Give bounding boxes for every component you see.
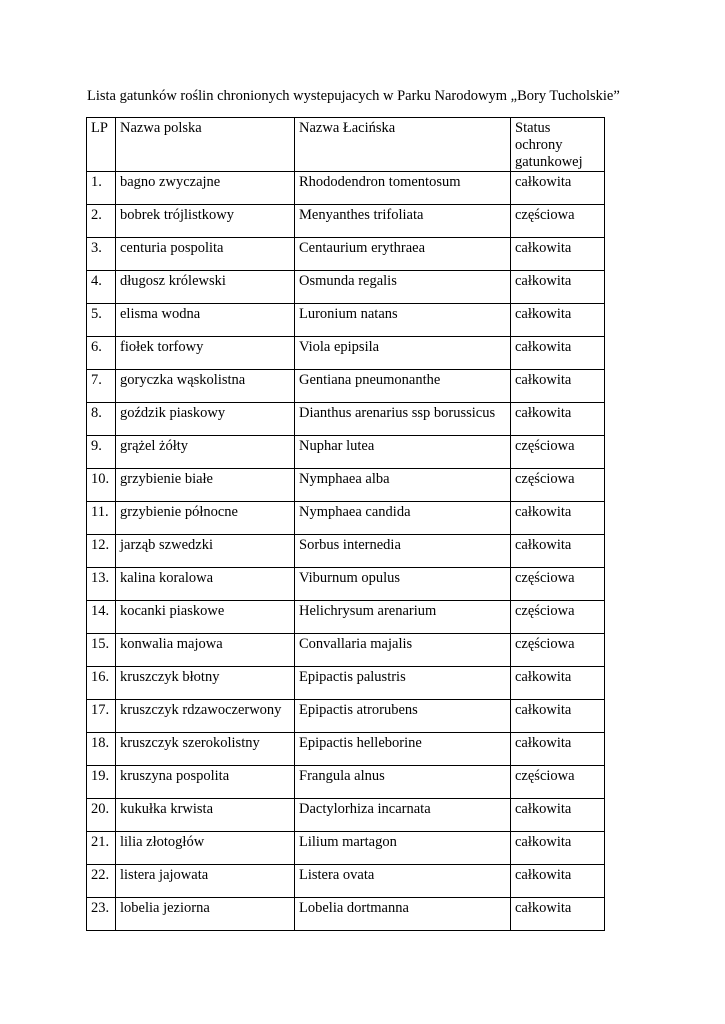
- table-row: [87, 205, 605, 238]
- cell-lp: 16.: [87, 667, 116, 700]
- cell-polish-name: lilia złotogłów: [116, 832, 295, 865]
- cell-latin-name: Viola epipsila: [295, 337, 511, 370]
- cell-latin-name: Convallaria majalis: [295, 634, 511, 667]
- cell-latin-name: Centaurium erythraea: [295, 238, 511, 271]
- table-row: [87, 700, 605, 733]
- cell-lp: 5.: [87, 304, 116, 337]
- table-row: [87, 832, 605, 865]
- cell-lp: 19.: [87, 766, 116, 799]
- cell-lp: 13.: [87, 568, 116, 601]
- cell-protection-status: całkowita: [511, 502, 605, 535]
- cell-polish-name: grzybienie białe: [116, 469, 295, 502]
- header-latin-name: Nazwa Łacińska: [295, 118, 511, 172]
- cell-protection-status: częściowa: [511, 205, 605, 238]
- table-row: [87, 502, 605, 535]
- cell-protection-status: całkowita: [511, 535, 605, 568]
- cell-latin-name: Nymphaea alba: [295, 469, 511, 502]
- cell-protection-status: całkowita: [511, 304, 605, 337]
- table-row: [87, 799, 605, 832]
- cell-lp: 15.: [87, 634, 116, 667]
- cell-lp: 9.: [87, 436, 116, 469]
- cell-latin-name: Menyanthes trifoliata: [295, 205, 511, 238]
- cell-lp: 7.: [87, 370, 116, 403]
- cell-lp: 11.: [87, 502, 116, 535]
- cell-latin-name: Osmunda regalis: [295, 271, 511, 304]
- cell-polish-name: bagno zwyczajne: [116, 172, 295, 205]
- cell-lp: 2.: [87, 205, 116, 238]
- cell-protection-status: całkowita: [511, 832, 605, 865]
- cell-polish-name: elisma wodna: [116, 304, 295, 337]
- cell-protection-status: częściowa: [511, 766, 605, 799]
- cell-lp: 17.: [87, 700, 116, 733]
- cell-latin-name: Listera ovata: [295, 865, 511, 898]
- cell-lp: 14.: [87, 601, 116, 634]
- header-protection-status: Status ochrony gatunkowej: [511, 118, 605, 172]
- cell-protection-status: częściowa: [511, 634, 605, 667]
- cell-latin-name: Nymphaea candida: [295, 502, 511, 535]
- cell-polish-name: bobrek trójlistkowy: [116, 205, 295, 238]
- table-row: [87, 403, 605, 436]
- cell-polish-name: kruszczyk rdzawoczerwony: [116, 700, 295, 733]
- cell-protection-status: całkowita: [511, 238, 605, 271]
- table-row: [87, 601, 605, 634]
- table-row: [87, 271, 605, 304]
- cell-polish-name: kukułka krwista: [116, 799, 295, 832]
- cell-lp: 22.: [87, 865, 116, 898]
- cell-protection-status: całkowita: [511, 403, 605, 436]
- cell-protection-status: całkowita: [511, 700, 605, 733]
- cell-polish-name: goździk piaskowy: [116, 403, 295, 436]
- cell-polish-name: fiołek torfowy: [116, 337, 295, 370]
- cell-protection-status: całkowita: [511, 667, 605, 700]
- cell-lp: 18.: [87, 733, 116, 766]
- cell-latin-name: Sorbus internedia: [295, 535, 511, 568]
- table-header-row: [87, 118, 605, 172]
- cell-polish-name: listera jajowata: [116, 865, 295, 898]
- table-row: [87, 733, 605, 766]
- cell-latin-name: Helichrysum arenarium: [295, 601, 511, 634]
- cell-polish-name: kruszyna pospolita: [116, 766, 295, 799]
- table-row: [87, 304, 605, 337]
- cell-latin-name: Rhododendron tomentosum: [295, 172, 511, 205]
- cell-lp: 21.: [87, 832, 116, 865]
- cell-protection-status: całkowita: [511, 733, 605, 766]
- cell-polish-name: konwalia majowa: [116, 634, 295, 667]
- cell-latin-name: Luronium natans: [295, 304, 511, 337]
- cell-lp: 1.: [87, 172, 116, 205]
- cell-polish-name: goryczka wąskolistna: [116, 370, 295, 403]
- table-body: [87, 172, 605, 931]
- cell-polish-name: centuria pospolita: [116, 238, 295, 271]
- cell-latin-name: Viburnum opulus: [295, 568, 511, 601]
- cell-protection-status: częściowa: [511, 436, 605, 469]
- cell-latin-name: Gentiana pneumonanthe: [295, 370, 511, 403]
- cell-lp: 23.: [87, 898, 116, 931]
- cell-protection-status: całkowita: [511, 337, 605, 370]
- header-lp: LP: [87, 118, 116, 172]
- cell-latin-name: Epipactis palustris: [295, 667, 511, 700]
- cell-latin-name: Dactylorhiza incarnata: [295, 799, 511, 832]
- cell-protection-status: częściowa: [511, 568, 605, 601]
- table-row: [87, 370, 605, 403]
- cell-lp: 3.: [87, 238, 116, 271]
- cell-protection-status: całkowita: [511, 898, 605, 931]
- cell-latin-name: Frangula alnus: [295, 766, 511, 799]
- cell-polish-name: grążel żółty: [116, 436, 295, 469]
- cell-protection-status: całkowita: [511, 172, 605, 205]
- cell-polish-name: jarząb szwedzki: [116, 535, 295, 568]
- cell-protection-status: całkowita: [511, 799, 605, 832]
- table-row: [87, 766, 605, 799]
- cell-polish-name: kocanki piaskowe: [116, 601, 295, 634]
- cell-protection-status: całkowita: [511, 370, 605, 403]
- table-row: [87, 172, 605, 205]
- table-row: [87, 667, 605, 700]
- cell-protection-status: częściowa: [511, 469, 605, 502]
- table-row: [87, 238, 605, 271]
- cell-lp: 8.: [87, 403, 116, 436]
- cell-lp: 6.: [87, 337, 116, 370]
- cell-latin-name: Epipactis helleborine: [295, 733, 511, 766]
- cell-polish-name: kruszczyk szerokolistny: [116, 733, 295, 766]
- table-row: [87, 865, 605, 898]
- cell-protection-status: częściowa: [511, 601, 605, 634]
- table-row: [87, 568, 605, 601]
- cell-polish-name: grzybienie północne: [116, 502, 295, 535]
- species-table: [86, 117, 605, 931]
- cell-polish-name: kalina koralowa: [116, 568, 295, 601]
- table-row: [87, 469, 605, 502]
- cell-protection-status: całkowita: [511, 865, 605, 898]
- cell-latin-name: Lobelia dortmanna: [295, 898, 511, 931]
- cell-lp: 12.: [87, 535, 116, 568]
- header-polish-name: Nazwa polska: [116, 118, 295, 172]
- cell-protection-status: całkowita: [511, 271, 605, 304]
- cell-lp: 20.: [87, 799, 116, 832]
- table-row: [87, 337, 605, 370]
- table-row: [87, 634, 605, 667]
- cell-latin-name: Epipactis atrorubens: [295, 700, 511, 733]
- cell-polish-name: lobelia jeziorna: [116, 898, 295, 931]
- cell-latin-name: Nuphar lutea: [295, 436, 511, 469]
- cell-lp: 10.: [87, 469, 116, 502]
- table-row: [87, 535, 605, 568]
- cell-polish-name: kruszczyk błotny: [116, 667, 295, 700]
- table-row: [87, 898, 605, 931]
- page-title: Lista gatunków roślin chronionych wystepujacych w Parku Narodowym „Bory Tucholskie”: [87, 88, 620, 104]
- cell-polish-name: długosz królewski: [116, 271, 295, 304]
- table-row: [87, 436, 605, 469]
- cell-lp: 4.: [87, 271, 116, 304]
- cell-latin-name: Lilium martagon: [295, 832, 511, 865]
- cell-latin-name: Dianthus arenarius ssp borussicus: [295, 403, 511, 436]
